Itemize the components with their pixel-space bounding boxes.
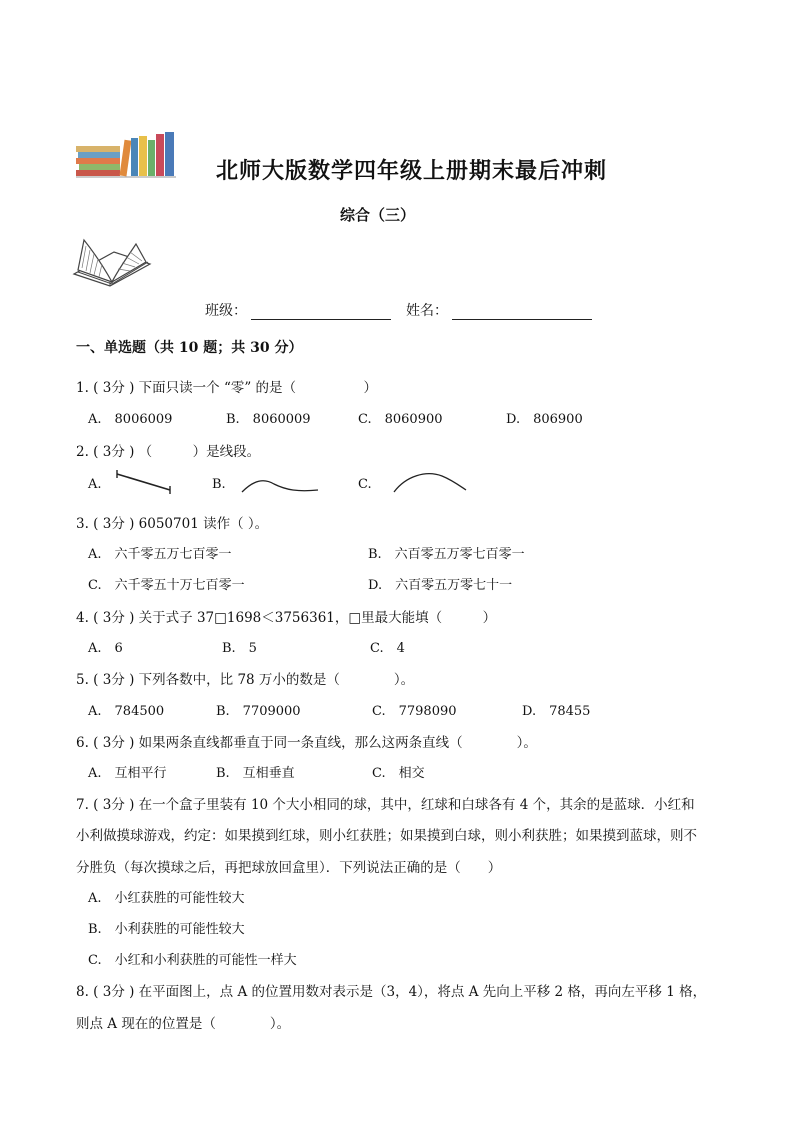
q2-option-a[interactable] <box>88 477 102 492</box>
question-7-line-1: 7. ( 3分 ) 在一个盒子里装有 10 个大小相同的球，其中，红球和白球各有 4 个，其余的是蓝球．小红和 <box>76 797 695 813</box>
q6-option-c[interactable]: C. 相交 <box>372 766 425 781</box>
q6-option-b[interactable]: B. 互相垂直 <box>216 766 295 781</box>
question-8-line-2: 则点 A 现在的位置是（ ）。 <box>76 1016 291 1032</box>
q3-option-d[interactable]: D. 六百零五万零七十一 <box>368 578 513 593</box>
q5-option-c[interactable]: C. 7798090 <box>372 704 457 719</box>
section-heading: 一、单选题（共 10 题；共 30 分） <box>76 340 303 356</box>
q5-option-d[interactable]: D. 78455 <box>522 704 591 719</box>
q1-option-c[interactable]: C. 8060900 <box>358 412 443 427</box>
q7-option-a[interactable]: A. 小红获胜的可能性较大 <box>88 891 245 906</box>
question-4: 4. ( 3分 ) 关于式子 37□1698＜3756361，□里最大能填（ ） <box>76 610 497 626</box>
class-label: 班级： <box>205 303 247 319</box>
q7-option-b[interactable]: B. 小利获胜的可能性较大 <box>88 922 245 937</box>
q1-option-d[interactable]: D. 806900 <box>506 412 583 427</box>
q4-option-a[interactable]: A. 6 <box>88 641 123 656</box>
q2-option-b-label: B. <box>212 477 226 492</box>
curve-figure-c <box>390 466 470 496</box>
q6-option-a[interactable]: A. 互相平行 <box>88 766 167 781</box>
curve-figure-b <box>238 472 322 496</box>
open-book-illustration <box>72 234 152 292</box>
question-5: 5. ( 3分 ) 下列各数中，比 78 万小的数是（ ）。 <box>76 672 415 688</box>
q1-option-a[interactable]: A. 8006009 <box>88 412 173 427</box>
q5-option-a[interactable]: A. 784500 <box>88 704 165 719</box>
q1-option-b[interactable]: B. 8060009 <box>226 412 311 427</box>
question-3: 3. ( 3分 ) 6050701 读作（ ）。 <box>76 516 269 532</box>
page-title: 北师大版数学四年级上册期末最后冲刺 <box>216 158 608 184</box>
question-8-line-1: 8. ( 3分 ) 在平面图上，点 A 的位置用数对表示是（3，4），将点 A 先向上平移 2 格，再向左平移 1 格， <box>76 984 707 1000</box>
page-subtitle: 综合（三） <box>340 206 416 224</box>
q3-option-b[interactable]: B. 六百零五万零七百零一 <box>368 547 525 562</box>
name-blank[interactable] <box>452 305 592 320</box>
question-1: 1. ( 3分 ) 下面只读一个 “零” 的是（ ） <box>76 380 378 396</box>
question-7-line-2: 小利做摸球游戏，约定：如果摸到红球，则小红获胜；如果摸到白球，则小利获胜；如果摸到蓝球，则不 <box>76 828 697 844</box>
q4-option-c[interactable]: C. 4 <box>370 641 405 656</box>
q4-option-b[interactable]: B. 5 <box>222 641 257 656</box>
q3-option-a[interactable]: A. 六千零五万七百零一 <box>88 547 232 562</box>
class-blank[interactable] <box>251 305 391 320</box>
q3-option-c[interactable]: C. 六千零五十万七百零一 <box>88 578 245 593</box>
q2-option-c-label: C. <box>358 477 372 492</box>
question-6: 6. ( 3分 ) 如果两条直线都垂直于同一条直线，那么这两条直线（ ）。 <box>76 735 537 751</box>
q7-option-c[interactable]: C. 小红和小利获胜的可能性一样大 <box>88 953 297 968</box>
q2-option-c[interactable] <box>358 477 372 492</box>
q2-option-b[interactable] <box>212 477 226 492</box>
line-segment-figure <box>112 468 176 494</box>
name-label: 姓名： <box>406 303 448 319</box>
class-field[interactable] <box>205 300 391 320</box>
q5-option-b[interactable]: B. 7709000 <box>216 704 301 719</box>
name-field[interactable] <box>406 300 592 320</box>
books-illustration <box>76 132 176 182</box>
question-2: 2. ( 3分 ) （ ）是线段。 <box>76 444 261 460</box>
q2-option-a-label: A. <box>88 477 102 492</box>
question-7-line-3: 分胜负（每次摸球之后，再把球放回盒里）．下列说法正确的是（ ） <box>76 860 502 876</box>
